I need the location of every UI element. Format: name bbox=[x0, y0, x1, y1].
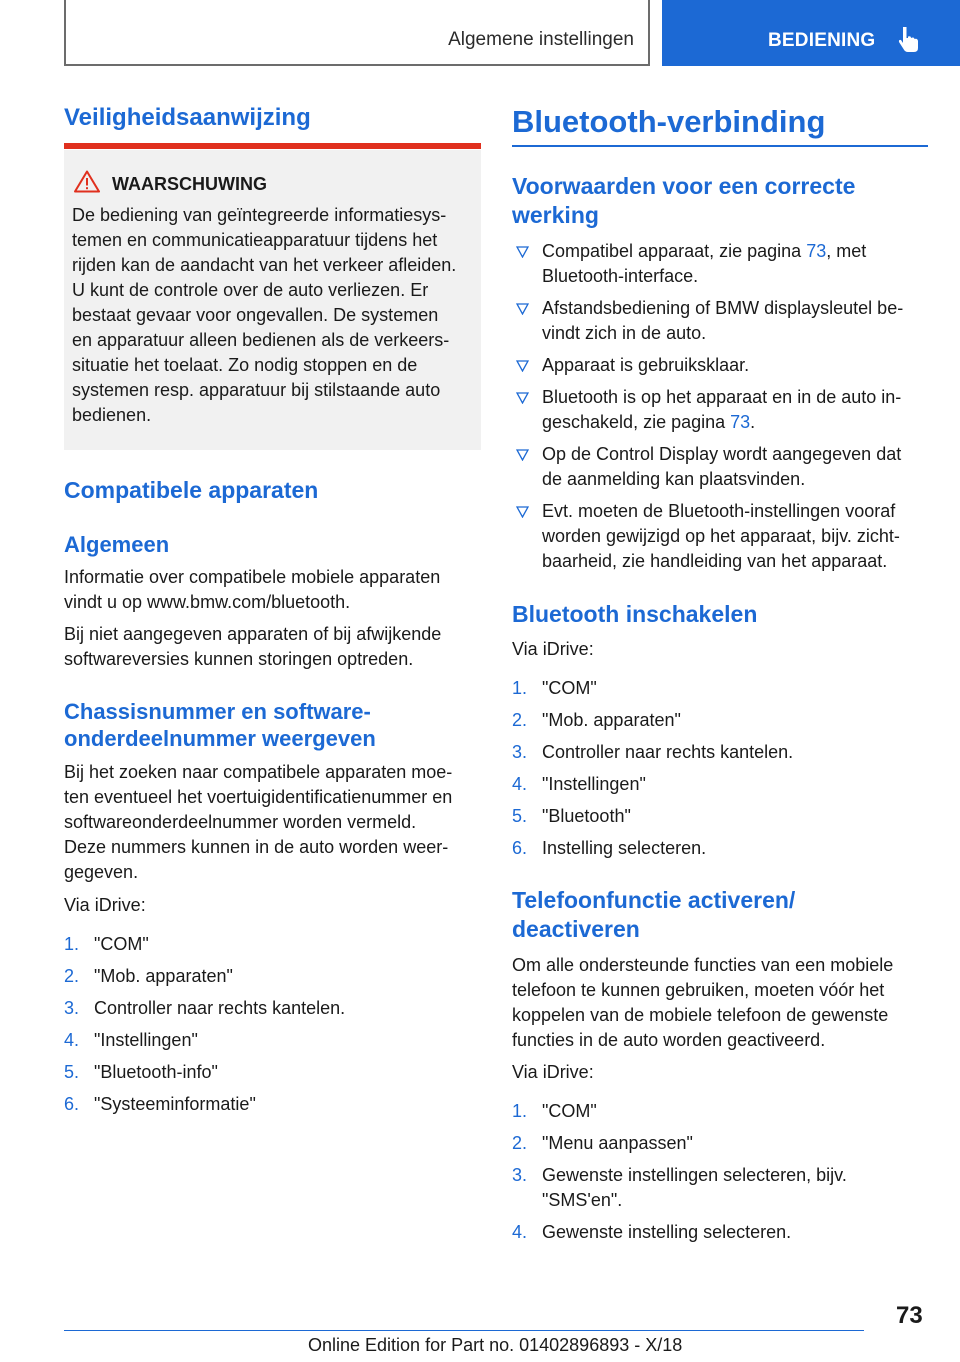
warning-text-line: situatie het toelaat. Zo nodig stoppen en de bbox=[72, 355, 418, 375]
warning-top-rule bbox=[64, 143, 481, 149]
warning-text-line: temen en communicatieapparatuur tijdens het bbox=[72, 230, 438, 250]
bullet-text: de aanmelding kan plaatsvinden. bbox=[542, 469, 806, 489]
warning-title: WAARSCHUWING bbox=[112, 174, 267, 194]
step-text: "Systeeminformatie" bbox=[94, 1094, 256, 1114]
warning-text-line: bestaat gevaar voor ongevallen. De systemen bbox=[72, 305, 439, 325]
chassis-paragraph-line: gegeven. bbox=[64, 862, 139, 882]
chassis-heading-line: Chassisnummer en software- bbox=[64, 699, 371, 724]
step-text: Controller naar rechts kantelen. bbox=[94, 998, 346, 1018]
step-text: Gewenste instelling selecteren. bbox=[542, 1222, 792, 1242]
via-idrive-label: Via iDrive: bbox=[64, 895, 146, 915]
warning-text-line: systemen resp. apparatuur bij stilstaande auto bbox=[72, 380, 441, 400]
chassis-heading-line: onderdeelnummer weergeven bbox=[64, 726, 376, 751]
header-section-frame bbox=[64, 0, 650, 66]
triangle-bullet-icon bbox=[516, 506, 529, 518]
chassis-paragraph-line: Deze nummers kunnen in de auto worden weer- bbox=[64, 837, 449, 857]
step-number: 5. bbox=[64, 1062, 80, 1082]
step-number: 1. bbox=[64, 934, 80, 954]
phone-paragraph-line: functies in de auto worden geactiveerd. bbox=[512, 1030, 826, 1050]
general-paragraph-line: softwareversies kunnen storingen optreden. bbox=[64, 649, 414, 669]
header-tab-label: BEDIENING bbox=[768, 30, 876, 51]
step-number: 3. bbox=[512, 742, 528, 762]
prereq-heading-line: Voorwaarden voor een correcte bbox=[512, 173, 856, 199]
footer-edition-text: Online Edition for Part no. 01402896893 - X/18 bbox=[308, 1335, 683, 1355]
bullet-text: Evt. moeten de Bluetooth-instellingen vooraf bbox=[542, 501, 896, 521]
step-number: 2. bbox=[512, 1133, 528, 1153]
bullet-text: Afstandsbediening of BMW displaysleutel be- bbox=[542, 298, 904, 318]
step-number: 6. bbox=[512, 838, 528, 858]
triangle-bullet-icon bbox=[516, 303, 529, 315]
phone-heading-line: Telefoonfunctie activeren/ bbox=[512, 887, 796, 913]
general-paragraph-line: Informatie over compatibele mobiele apparaten bbox=[64, 567, 441, 587]
bullet-text: Apparaat is gebruiksklaar. bbox=[542, 355, 750, 375]
step-number: 4. bbox=[512, 774, 528, 794]
step-text: Gewenste instellingen selecteren, bijv. bbox=[542, 1165, 847, 1185]
bullet-text-part: , met bbox=[826, 241, 867, 261]
warning-text-line: rijden kan de aandacht van het verkeer afleiden. bbox=[72, 255, 457, 275]
step-number: 4. bbox=[512, 1222, 528, 1242]
bullet-text-part: geschakeld, zie pagina bbox=[542, 412, 731, 432]
step-text: "Bluetooth" bbox=[542, 806, 631, 826]
bluetooth-heading-rule bbox=[512, 145, 928, 147]
chassis-paragraph-line: Bij het zoeken naar compatibele apparaten moe- bbox=[64, 762, 453, 782]
via-idrive-label: Via iDrive: bbox=[512, 1062, 594, 1082]
step-text: Instelling selecteren. bbox=[542, 838, 707, 858]
bt-enable-heading: Bluetooth inschakelen bbox=[512, 601, 758, 627]
warning-text-line: U kunt de controle over de auto verliezen. Er bbox=[72, 280, 429, 300]
step-text: "Mob. apparaten" bbox=[542, 710, 681, 730]
footer-rule bbox=[64, 1330, 864, 1331]
step-number: 2. bbox=[64, 966, 80, 986]
page-number: 73 bbox=[896, 1302, 923, 1329]
step-text: "COM" bbox=[542, 678, 597, 698]
bullet-text: Bluetooth-interface. bbox=[542, 266, 699, 286]
bullet-text: baarheid, zie handleiding van het apparaat. bbox=[542, 551, 888, 571]
step-text: "COM" bbox=[542, 1101, 597, 1121]
page-link[interactable]: 73 bbox=[806, 241, 827, 261]
bullet-text bbox=[542, 241, 866, 262]
safety-heading: Veiligheidsaanwijzing bbox=[64, 104, 311, 131]
step-number: 2. bbox=[512, 710, 528, 730]
phone-paragraph-line: Om alle ondersteunde functies van een mobiele bbox=[512, 955, 894, 975]
bullet-text-part: Compatibel apparaat, zie pagina bbox=[542, 241, 807, 261]
page-link[interactable]: 73 bbox=[730, 412, 751, 432]
bullet-text: worden gewijzigd op het apparaat, bijv. zicht- bbox=[542, 526, 900, 546]
step-number: 3. bbox=[64, 998, 80, 1018]
step-text: "Mob. apparaten" bbox=[94, 966, 233, 986]
warning-text-line: De bediening van geïntegreerde informatiesys- bbox=[72, 205, 447, 225]
step-text: "SMS'en". bbox=[542, 1190, 623, 1210]
bullet-text: Op de Control Display wordt aangegeven dat bbox=[542, 444, 902, 464]
bullet-text bbox=[542, 412, 755, 433]
via-idrive-label: Via iDrive: bbox=[512, 639, 594, 659]
warning-text-line: bedienen. bbox=[72, 405, 152, 425]
step-text: "Instellingen" bbox=[542, 774, 646, 794]
step-number: 4. bbox=[64, 1030, 80, 1050]
triangle-bullet-icon bbox=[516, 392, 529, 404]
warning-box bbox=[64, 150, 481, 450]
step-number: 6. bbox=[64, 1094, 80, 1114]
phone-paragraph-line: telefoon te kunnen gebruiken, moeten vóór het bbox=[512, 980, 885, 1000]
chassis-paragraph-line: ten eventueel het voertuigidentificatienummer en bbox=[64, 787, 453, 807]
step-text: "Menu aanpassen" bbox=[542, 1133, 693, 1153]
bluetooth-heading: Bluetooth-verbinding bbox=[512, 104, 826, 139]
header-tab-bediening[interactable] bbox=[662, 0, 960, 66]
step-number: 1. bbox=[512, 678, 528, 698]
warning-text-line: en apparatuur alleen bedienen als de verkeers- bbox=[72, 330, 450, 350]
pointing-hand-icon bbox=[894, 24, 924, 54]
general-paragraph-line: Bij niet aangegeven apparaten of bij afwijkende bbox=[64, 624, 442, 644]
bullet-text-part: . bbox=[750, 412, 756, 432]
general-paragraph-line: vindt u op www.bmw.com/bluetooth. bbox=[64, 592, 351, 612]
triangle-bullet-icon bbox=[516, 360, 529, 372]
triangle-bullet-icon bbox=[516, 246, 529, 258]
prereq-heading-line: werking bbox=[512, 202, 599, 228]
step-text: "Bluetooth-info" bbox=[94, 1062, 218, 1082]
chassis-paragraph-line: softwareonderdeelnummer worden vermeld. bbox=[64, 812, 417, 832]
general-heading: Algemeen bbox=[64, 532, 170, 557]
step-number: 5. bbox=[512, 806, 528, 826]
compat-heading: Compatibele apparaten bbox=[64, 477, 319, 503]
phone-heading-line: deactiveren bbox=[512, 916, 640, 942]
step-number: 3. bbox=[512, 1165, 528, 1185]
warning-triangle-icon bbox=[74, 170, 100, 193]
triangle-bullet-icon bbox=[516, 449, 529, 461]
phone-paragraph-line: koppelen van de mobiele telefoon de gewenste bbox=[512, 1005, 889, 1025]
step-text: "COM" bbox=[94, 934, 149, 954]
step-text: Controller naar rechts kantelen. bbox=[542, 742, 794, 762]
bullet-text: vindt zich in de auto. bbox=[542, 323, 707, 343]
bullet-text: Bluetooth is op het apparaat en in de auto in- bbox=[542, 387, 902, 407]
step-number: 1. bbox=[512, 1101, 528, 1121]
header-section-title: Algemene instellingen bbox=[448, 29, 634, 50]
step-text: "Instellingen" bbox=[94, 1030, 198, 1050]
